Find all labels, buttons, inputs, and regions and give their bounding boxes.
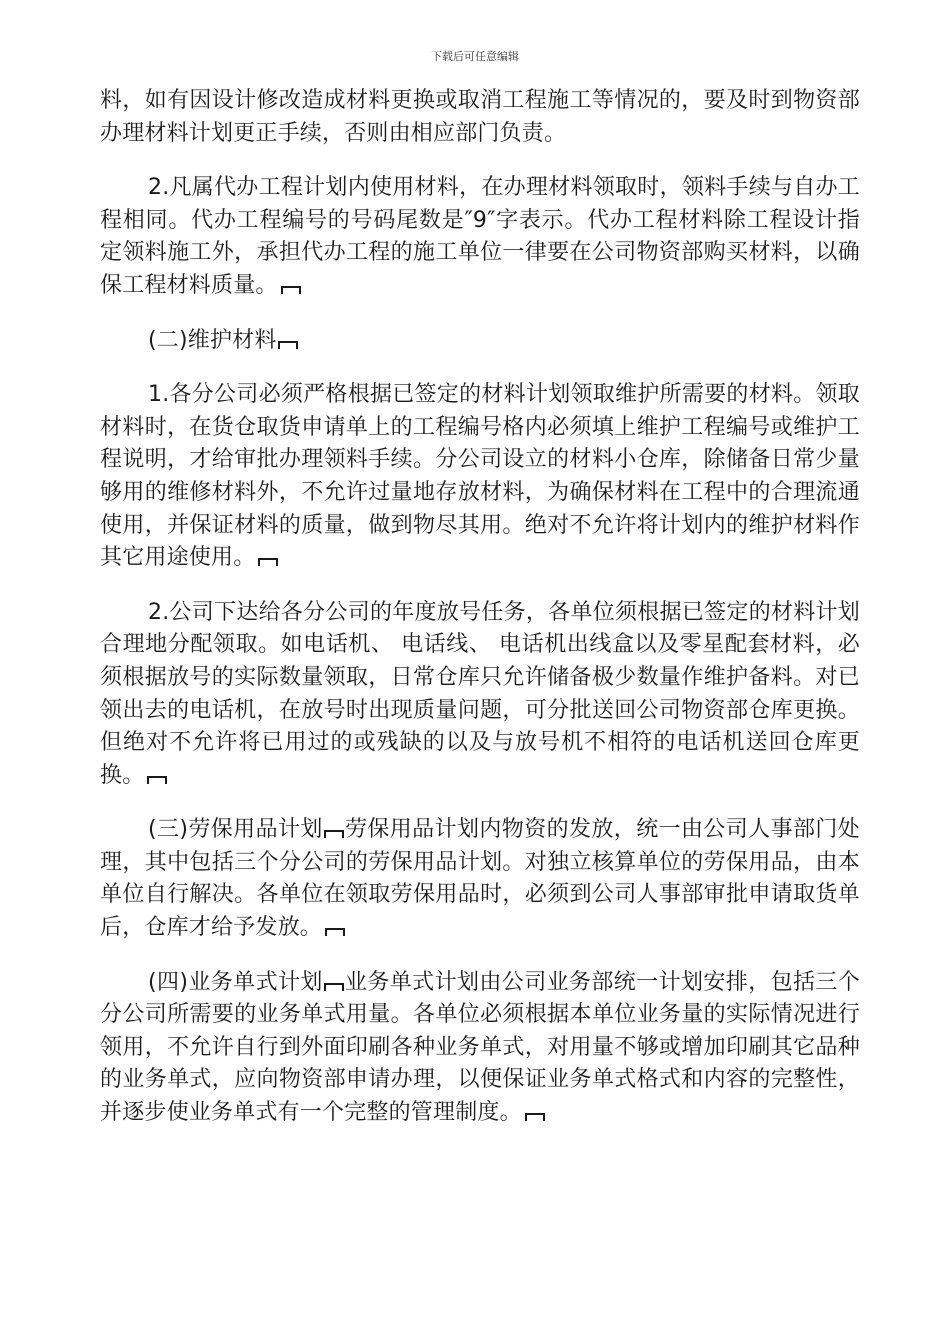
paragraph-text: 2.公司下达给各分公司的年度放号任务，各单位须根据已签定的材料计划合理地分配领取。如电话机、 电话线、 电话机出线盒以及零星配套材料，必须根据放号的实际数量领取，日常仓库只允许储备极少数量作维护备料。对已领出去的电话机，在放号时出现质量问题，可分批送回公司物资部仓库更换。但绝对不允许将已用过的或残缺的以及与放号机不相符的电话机送回仓库更换。	[100, 599, 860, 788]
paragraph-text: 2.凡属代办工程计划内使用材料，在办理材料领取时，领料手续与自办工程相同。代办工程编号的号码尾数是″9″字表示。代办工程材料除工程设计指定领料施工外，承担代办工程的施工单位一律要在公司物资部购买材料，以确保工程材料质量。	[100, 175, 860, 298]
paragraph-item	[100, 172, 860, 302]
document-body	[100, 85, 860, 1130]
paragraph-mark-icon	[325, 928, 345, 936]
paragraph-mark-icon	[324, 830, 344, 838]
paragraph-text: 1.各分公司必须严格根据已签定的材料计划领取维护所需要的材料。领取材料时，在货仓取货申请单上的工程编号格内必须填上维护工程编号或维护工程说明，才给审批办理领料手续。分公司设立的材料小仓库，除储备日常少量够用的维修材料外，不允许过量地存放材料，为确保材料在工程中的合理流通使用，并保证材料的质量，做到物尽其用。绝对不允许将计划内的维护材料作其它用途使用。	[100, 382, 860, 571]
paragraph-mark-icon	[147, 776, 167, 784]
section-heading-text: (三)劳保用品计划	[148, 817, 323, 843]
section-heading-text: (四)业务单式计划	[148, 969, 323, 995]
paragraph-text: 料，如有因设计修改造成材料更换或取消工程施工等情况的，要及时到物资部办理材料计划更正手续，否则由相应部门负责。	[100, 88, 860, 146]
paragraph-mark-icon	[324, 983, 344, 991]
paragraph-mark-icon	[281, 286, 301, 294]
paragraph-text: 劳保用品计划内物资的发放，统一由公司人事部门处理，其中包括三个分公司的劳保用品计划。对独立核算单位的劳保用品，由本单位自行解决。各单位在领取劳保用品时，必须到公司人事部审批申请取货单后，仓库才给予发放。	[100, 817, 860, 941]
paragraph-with-heading	[100, 814, 860, 944]
paragraph-continuation	[100, 85, 860, 150]
section-heading-text: (二)维护材料	[148, 327, 277, 353]
section-heading	[100, 325, 860, 358]
paragraph-with-heading	[100, 967, 860, 1130]
paragraph-text: 业务单式计划由公司业务部统一计划安排，包括三个分公司所需要的业务单式用量。各单位必须根据本单位业务量的实际情况进行领用，不允许自行到外面印刷各种业务单式，对用量不够或增加印刷其它品种的业务单式，应向物资部申请办理，以便保证业务单式格式和内容的完整性，并逐步使业务单式有一个完整的管理制度。	[100, 969, 860, 1126]
paragraph-item	[100, 597, 860, 793]
paragraph-mark-icon	[278, 341, 298, 349]
page-header-note: 下载后可任意编辑	[431, 50, 519, 63]
paragraph-mark-icon	[258, 558, 278, 566]
paragraph-mark-icon	[525, 1113, 545, 1121]
paragraph-item	[100, 379, 860, 575]
